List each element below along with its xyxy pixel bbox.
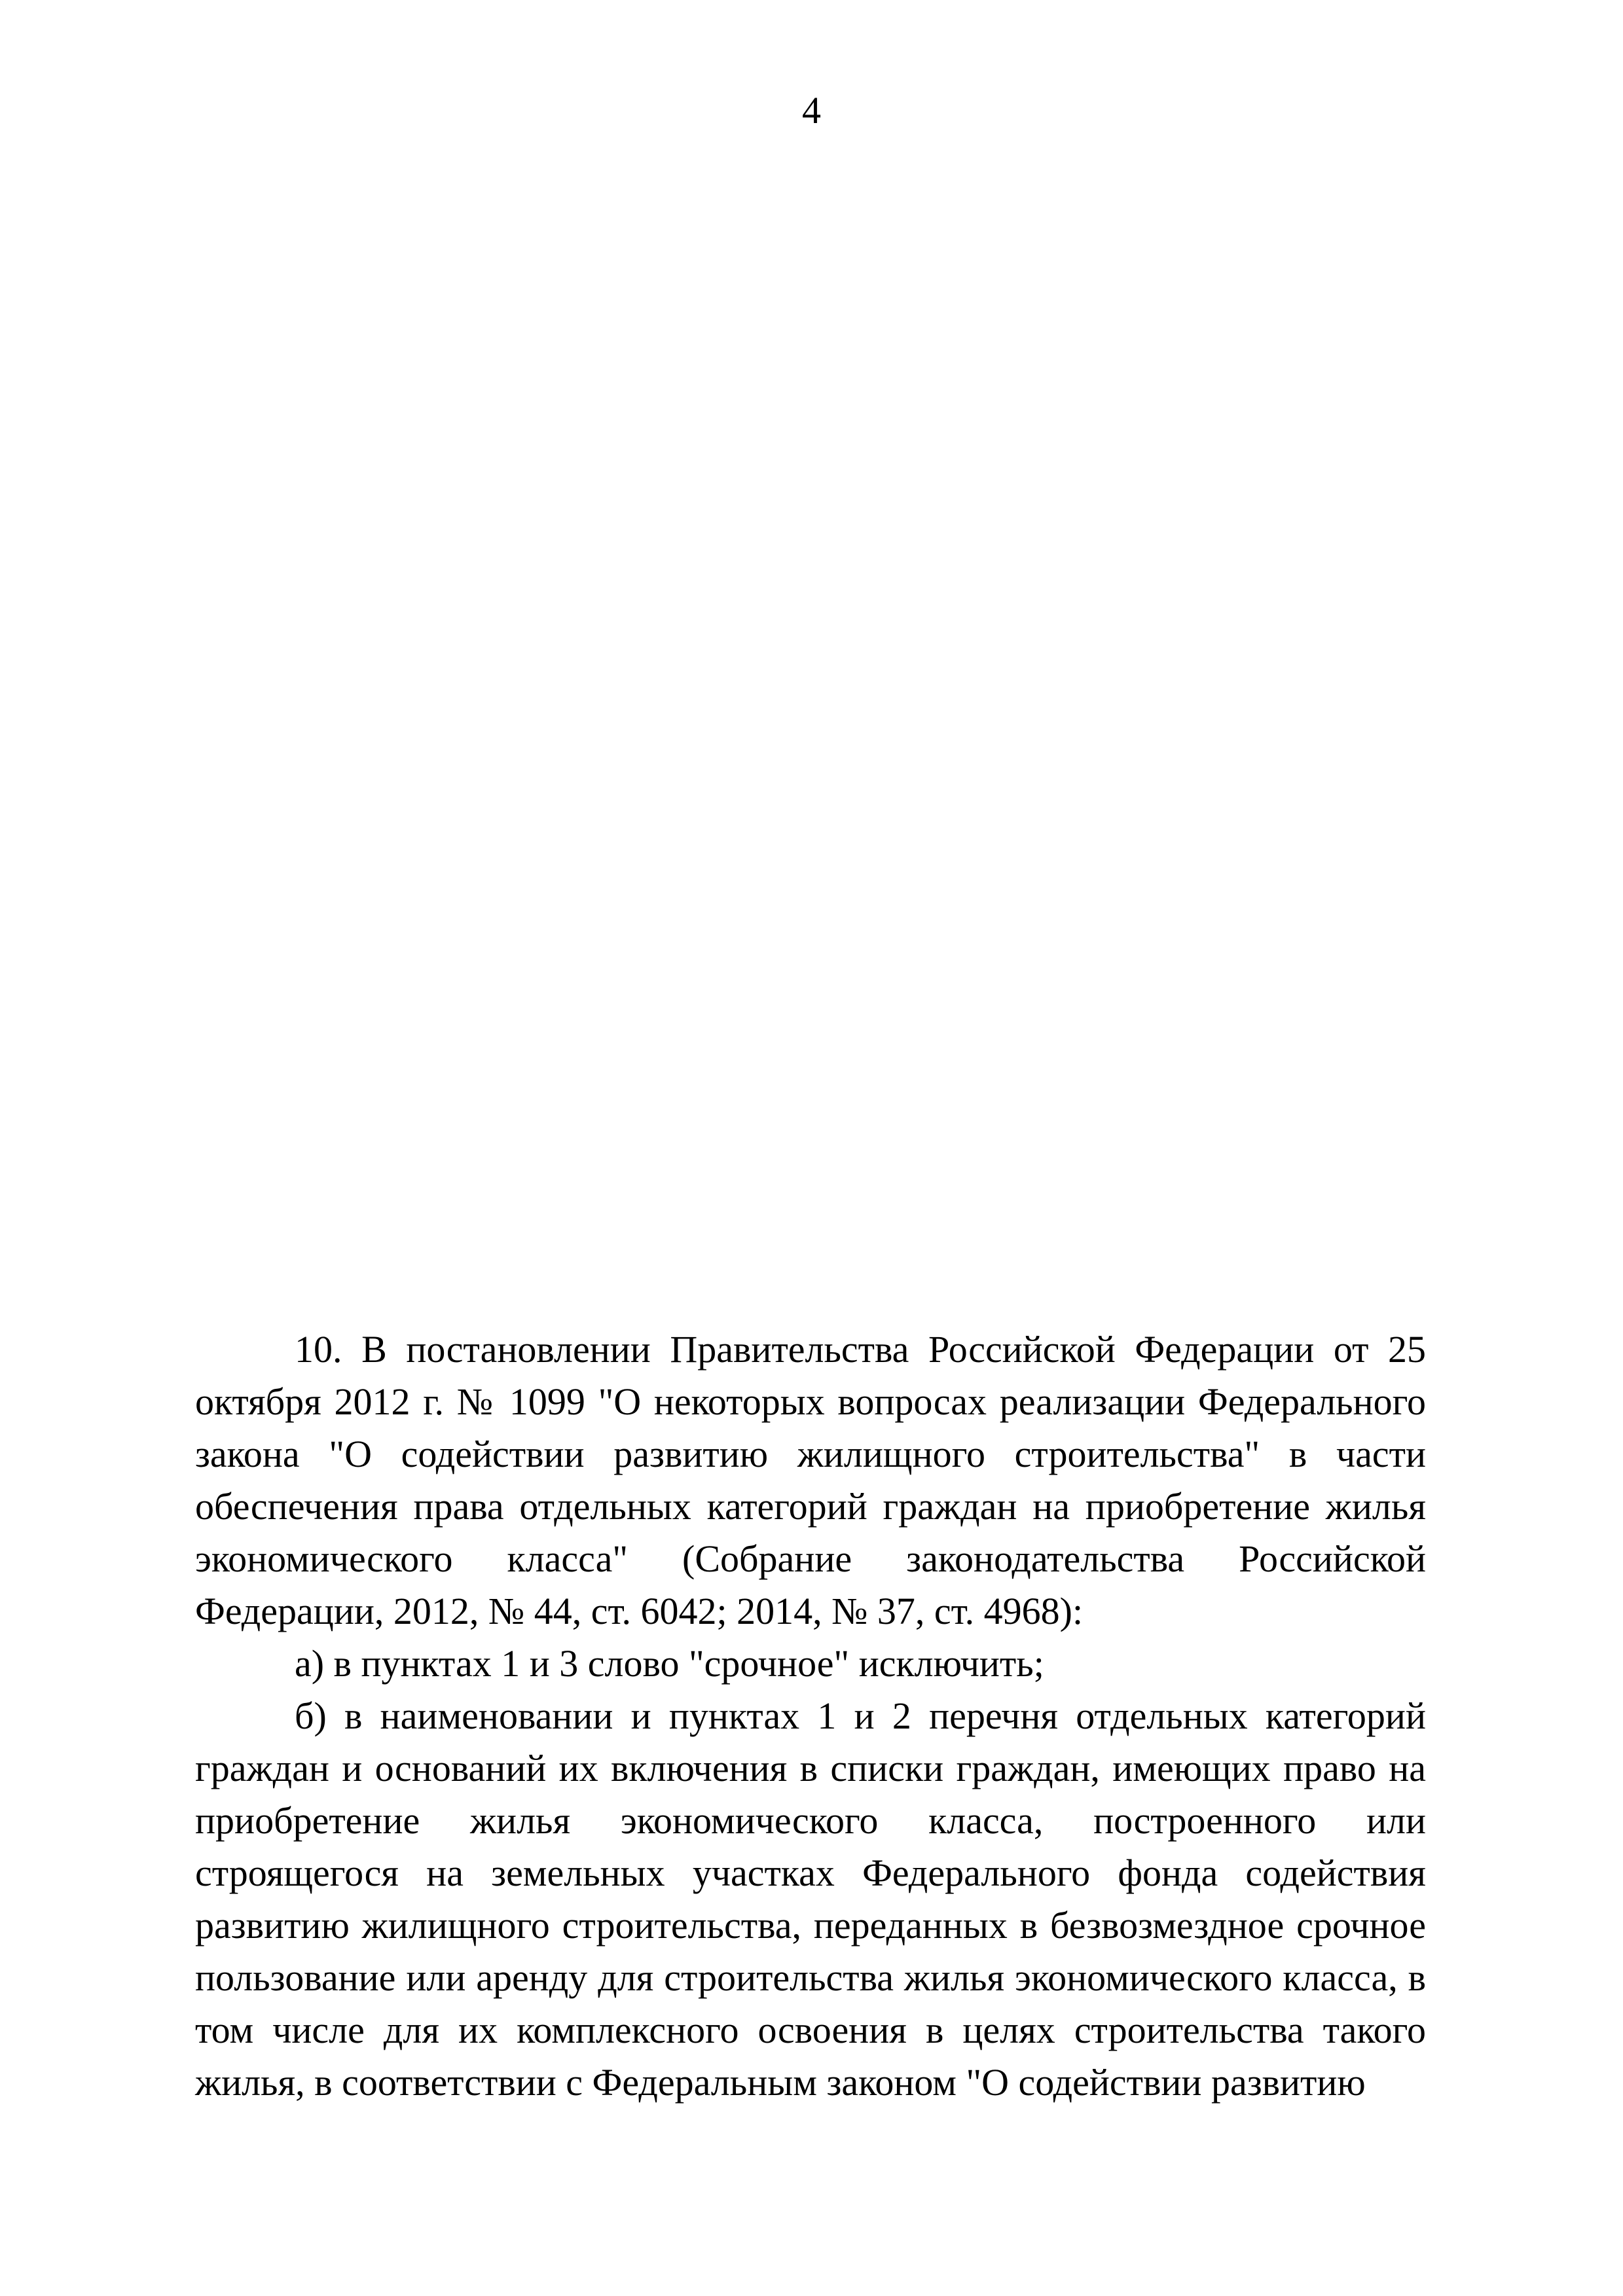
paragraph-subitem-b: б) в наименовании и пунктах 1 и 2 перечня отдельных категорий граждан и оснований их включения в списки граждан, имеющих право на приобретение жилья экономического класса, построенного или строящегося на земельных участках Федерального фонда содействия развитию жилищного строительства, переданных в безвозмездное срочное пользование или аренду для строительства жилья экономического класса, в том числе для их комплексного освоения в целях строительства такого жилья, в соответствии с Федеральным законом "О содействии развитию bbox=[195, 1695, 1426, 2104]
page-number: 4 bbox=[802, 89, 821, 132]
paragraph-subitem-a: а) в пунктах 1 и 3 слово "срочное" исключить; bbox=[295, 1642, 1044, 1685]
paragraph-item-10: 10. В постановлении Правительства Российской Федерации от 25 октября 2012 г. № 1099 "О некоторых вопросах реализации Федерального закона "О содействии развитию жилищного строительства" в части обеспечения права отдельных категорий граждан на приобретение жилья экономического класса" (Собрание законодательства Российской Федерации, 2012, № 44, ст. 6042; 2014, № 37, ст. 4968): bbox=[195, 1328, 1426, 1632]
document-body bbox=[195, 1323, 1426, 2109]
